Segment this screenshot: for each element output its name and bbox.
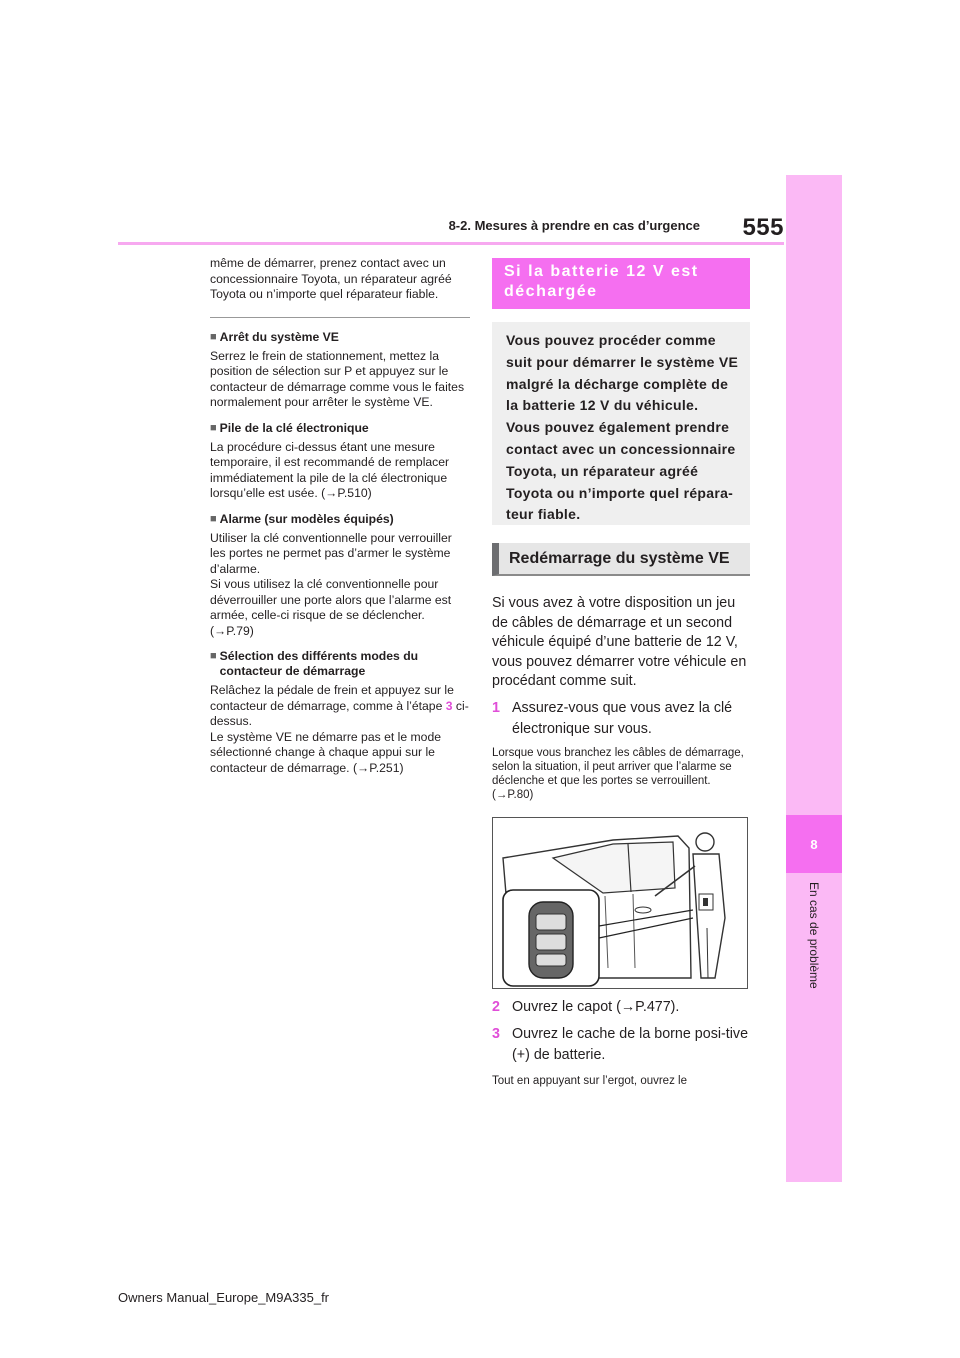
step-text: Assurez-vous que vous avez la clé électronique sur vous. — [512, 699, 733, 737]
note-body: Serrez le frein de stationnement, mettez la position de sélection sur P et appuyez sur le contacteur de démarrage comme vous le faites normalement pour arrêter le système VE. — [210, 348, 465, 409]
chapter-number-box — [786, 815, 842, 873]
step-3 — [492, 1024, 750, 1066]
note-body-continued: Le système VE ne démarre pas et le mode sélectionné change à chaque appui sur le contacteur de démarrage. (→P.251) — [210, 729, 442, 775]
note-title: Sélection des différents modes du contacteur de démarrage — [219, 649, 419, 678]
section-title: 8-2. Mesures à prendre en cas d’urgence — [448, 218, 700, 233]
note-body: Utiliser la clé conventionnelle pour verrouiller les portes ne permet pas d’armer le système d’alarme. — [210, 530, 452, 576]
right-column — [492, 258, 750, 1088]
battery-info-2: Vous pouvez également prendre contact avec un concessionnaire Toyota, un réparateur agréé Toyota ou n’importe quel répara-teur fiable. — [506, 419, 736, 523]
note-ev-stop — [210, 330, 470, 411]
step-number: 2 — [492, 998, 500, 1015]
page-number: 555 — [742, 214, 784, 241]
square-bullet-icon: ■ — [210, 650, 217, 662]
battery-heading: Si la batterie 12 V est déchargée — [492, 258, 750, 309]
chapter-label: En cas de problème — [807, 882, 821, 989]
header-rule — [118, 242, 784, 245]
step-number: 1 — [492, 699, 500, 716]
step-text: Ouvrez le capot (→P.477). — [512, 998, 680, 1015]
note-body-continued: Si vous utilisez la clé conventionnelle pour déverrouiller une porte alors que l’alarme est armée, celle-ci risque de se déclencher. (→P.79) — [210, 577, 452, 638]
step-1-note: Lorsque vous branchez les câbles de démarrage, selon la situation, il peut arriver que l’alarme se déclenche et que les portes se verrouillent. (→P.80) — [492, 746, 744, 801]
divider — [210, 317, 470, 318]
note-title: Pile de la clé électronique — [219, 420, 369, 435]
chapter-number: 8 — [810, 836, 818, 852]
note-body: La procédure ci-dessus étant une mesure temporaire, il est recommandé de remplacer immédiatement la pile de la clé électronique lorsqu’elle est usée. (→P.510) — [210, 439, 450, 500]
step-number: 3 — [492, 1025, 500, 1042]
square-bullet-icon: ■ — [210, 330, 217, 343]
square-bullet-icon: ■ — [210, 512, 217, 525]
note-key-battery — [210, 421, 470, 502]
note-alarm — [210, 512, 470, 640]
illustration-person-unlocking-car — [492, 817, 748, 989]
square-bullet-icon: ■ — [210, 421, 217, 434]
chapter-side-tab — [786, 175, 842, 1182]
restart-heading: Redémarrage du système VE — [492, 543, 750, 576]
note-body: Relâchez la pédale de frein et appuyez sur le contacteur de démarrage, comme à l’étape 3 ci-dessus. — [210, 683, 469, 728]
step-text: Ouvrez le cache de la borne posi-tive (+) de batterie. — [512, 1025, 749, 1063]
note-switch-modes — [210, 649, 470, 776]
step-reference: 3 — [445, 698, 453, 713]
battery-info-box — [492, 322, 750, 525]
manual-name-footer: Owners Manual_Europe_M9A335_fr — [118, 1290, 330, 1305]
step-1 — [492, 698, 750, 740]
battery-info-1: Vous pouvez procéder comme suit pour démarrer le système VE malgré la décharge complète de la batterie 12 V du véhicule. — [506, 332, 739, 414]
note-title: Alarme (sur modèles équipés) — [219, 511, 394, 526]
step-3-note: Tout en appuyant sur l’ergot, ouvrez le — [492, 1074, 687, 1087]
car-door-illustration — [493, 818, 748, 989]
note-title: Arrêt du système VE — [219, 329, 339, 344]
step-2 — [492, 997, 750, 1018]
left-column — [210, 256, 470, 786]
restart-intro: Si vous avez à votre disposition un jeu de câbles de démarrage et un second véhicule équipé d’une batterie de 12 V, vous pouvez démarrer votre véhicule en procédant comme suit. — [492, 595, 747, 689]
intro-paragraph: même de démarrer, prenez contact avec un concessionnaire Toyota, un réparateur agréé Toyota ou n’importe quel réparateur fiable. — [210, 256, 452, 301]
